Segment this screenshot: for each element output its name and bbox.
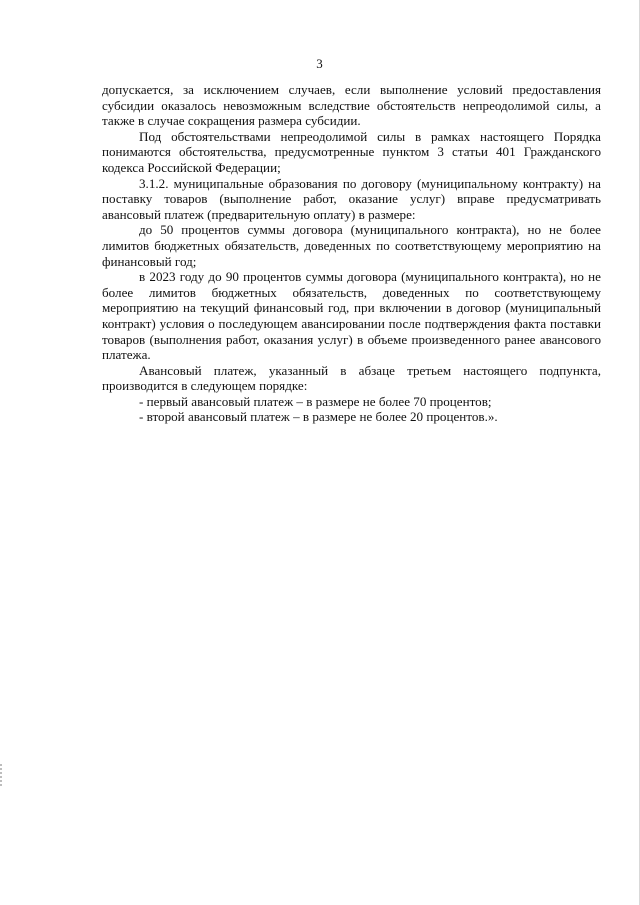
- paragraph-advance-90: в 2023 году до 90 процентов суммы договора (муниципального контракта), но не более лимитов бюджетных обязательств, доведенных по соответствующему мероприятию на текущий финансовый год, при включении в договор (муниципальный контракт) условия о последующем авансировании после подтверждения факта поставки товаров (выполнения работ, оказания услуг) в объеме произведенного ранее авансового платежа.: [102, 269, 601, 363]
- paragraph-advance-50: до 50 процентов суммы договора (муниципального контракта), но не более лимитов бюджетных обязательств, доведенных по соответствующему мероприятию на финансовый год;: [102, 222, 601, 269]
- paragraph-force-majeure: Под обстоятельствами непреодолимой силы в рамках настоящего Порядка понимаются обстоятельства, предусмотренные пунктом 3 статьи 401 Гражданского кодекса Российской Федерации;: [102, 128, 601, 175]
- list-item-first-payment: - первый авансовый платеж – в размере не более 70 процентов;: [139, 393, 492, 409]
- paragraph-continuation: допускается, за исключением случаев, если выполнение условий предоставления субсидии оказалось невозможным вследствие обстоятельств непреодолимой силы, а также в случае сокращения размера субсидии.: [102, 82, 601, 129]
- document-body: [102, 82, 601, 425]
- list-item-second-payment: - второй авансовый платеж – в размере не более 20 процентов.».: [139, 409, 498, 425]
- paragraph-3-1-2: 3.1.2. муниципальные образования по договору (муниципальному контракту) на поставку товаров (выполнение работ, оказание услуг) вправе предусматривать авансовый платеж (предварительную оплату) в размере:: [102, 175, 601, 222]
- scan-edge-mark: [0, 764, 2, 786]
- page-number: 3: [316, 56, 323, 71]
- paragraph-advance-order: Авансовый платеж, указанный в абзаце третьем настоящего подпункта, производится в следующем порядке:: [102, 362, 601, 394]
